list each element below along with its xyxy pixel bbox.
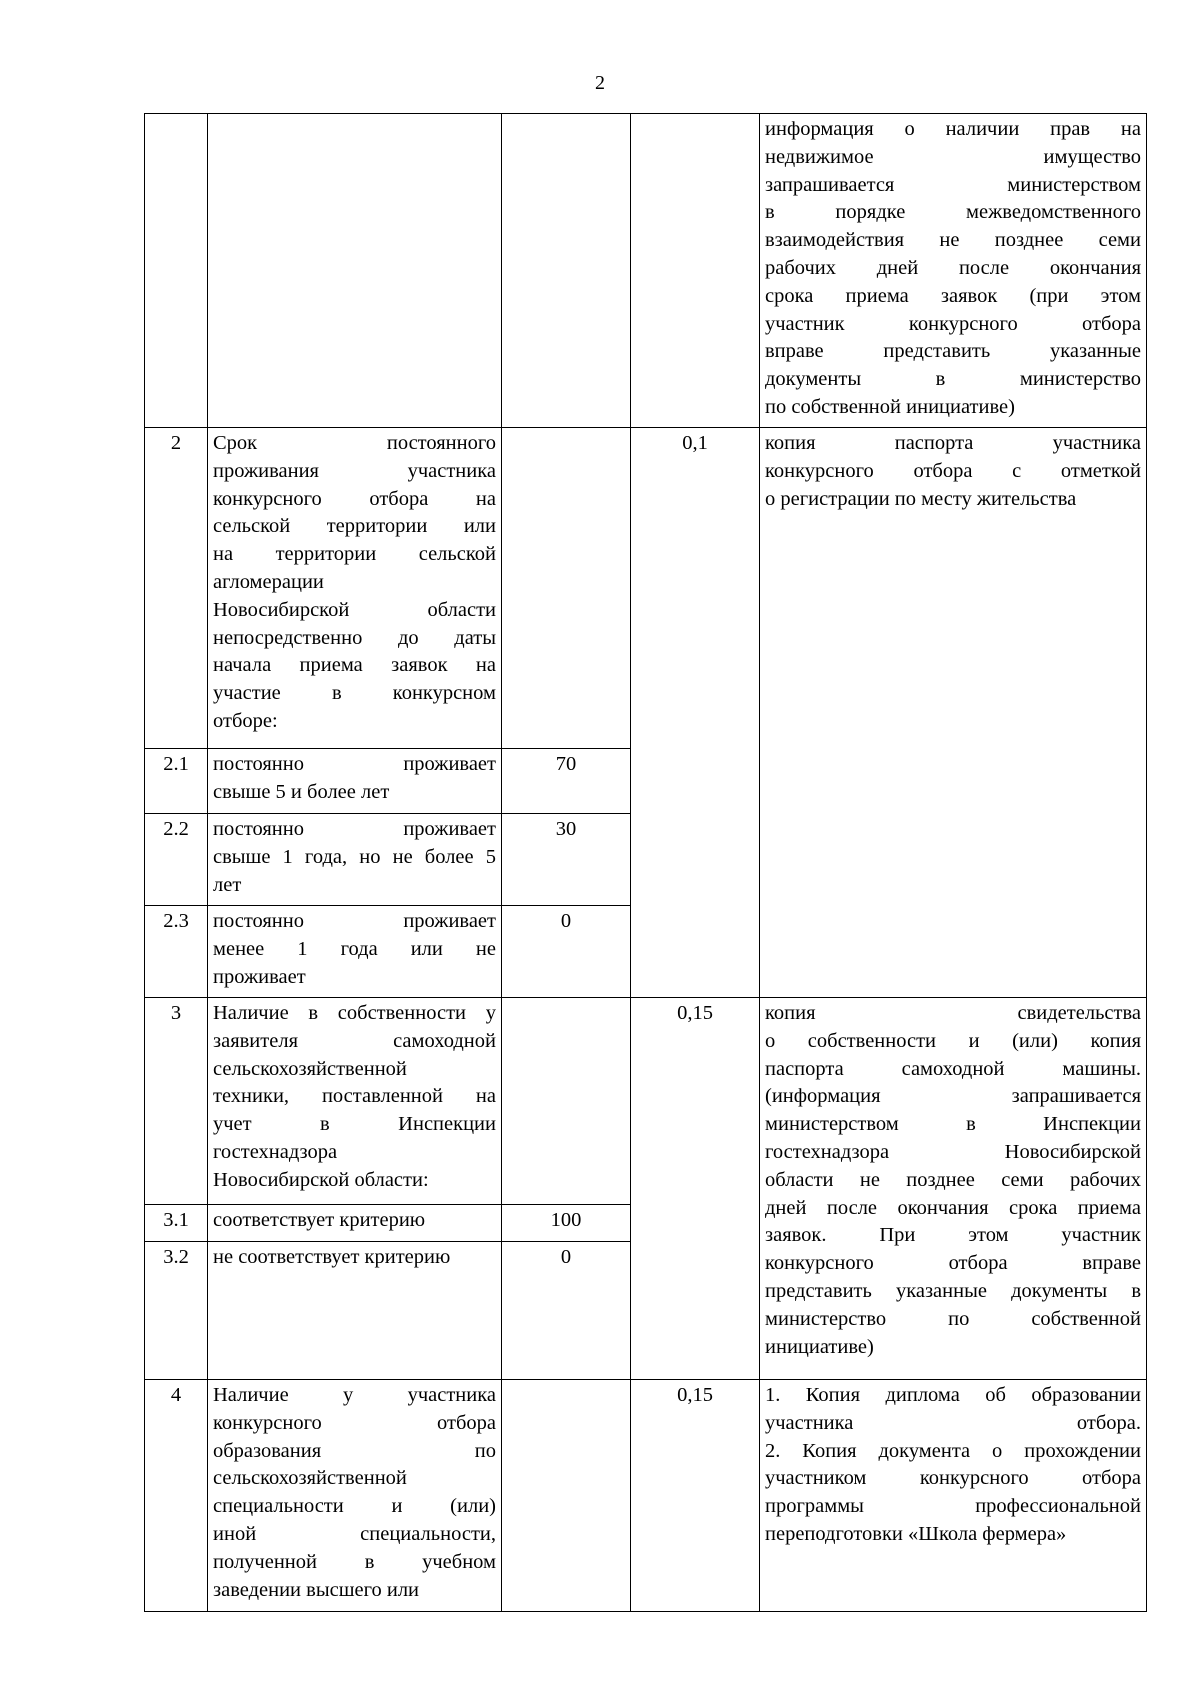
documents-cell-line: заявок. При этом участник	[765, 1224, 1141, 1247]
criterion-cell-line: конкурсного отбора	[213, 1411, 496, 1434]
sub-criterion-cell-line: лет	[213, 873, 242, 896]
weight-cell: 0,1	[631, 428, 760, 998]
row-number: 4	[145, 1380, 208, 1612]
documents-cell-line: участником конкурсного отбора	[765, 1467, 1141, 1490]
row-number	[145, 114, 208, 428]
criterion-cell-line: заведении высшего или	[213, 1578, 420, 1601]
sub-criterion-cell	[208, 906, 502, 998]
criterion-cell-line: учет в Инспекции	[213, 1113, 496, 1136]
criterion-cell-line: полученной в учебном	[213, 1550, 496, 1573]
sub-criterion-cell	[208, 814, 502, 906]
sub-criterion-cell-line: менее 1 года или не	[213, 937, 496, 960]
sub-criterion-cell-line: проживает	[213, 965, 306, 988]
criterion-cell-line: Срок постоянного	[213, 432, 496, 454]
weight-cell: 0,15	[631, 1380, 760, 1612]
documents-cell-line: копия паспорта участника	[765, 432, 1141, 454]
criterion-cell-line: агломерации	[213, 570, 324, 593]
documents-cell-line: конкурсного отбора вправе	[765, 1252, 1141, 1275]
sub-criterion-cell-line: постоянно проживает	[213, 753, 496, 775]
sub-row-number: 2.3	[145, 906, 208, 998]
table-row	[145, 1380, 1147, 1612]
criterion-cell-line: отборе:	[213, 709, 278, 732]
criterion-cell-line: техники, поставленной на	[213, 1085, 496, 1108]
sub-points-cell: 0	[502, 906, 631, 998]
documents-cell-line: 2. Копия документа о прохождении	[765, 1439, 1141, 1462]
criterion-cell-line: участие в конкурсном	[213, 682, 496, 705]
table-row	[145, 998, 1147, 1205]
points-cell	[502, 114, 631, 428]
criterion-cell-line: иной специальности,	[213, 1522, 496, 1545]
criterion-cell-line: Наличие в собственности у	[213, 1002, 496, 1024]
documents-cell-line: программы профессиональной	[765, 1495, 1141, 1518]
documents-cell-line: дней после окончания срока приема	[765, 1196, 1141, 1219]
criterion-cell-line: непосредственно до даты	[213, 626, 496, 649]
documents-cell	[760, 1380, 1147, 1612]
criterion-cell-line: специальности и (или)	[213, 1495, 496, 1518]
documents-cell-line: конкурсного отбора с отметкой	[765, 459, 1141, 482]
criterion-cell-line: сельскохозяйственной	[213, 1467, 407, 1490]
documents-cell-line: переподготовки «Школа фермера»	[765, 1522, 1067, 1545]
points-cell	[502, 1380, 631, 1612]
criterion-cell-line: Новосибирской области	[213, 598, 496, 621]
documents-cell-line: о регистрации по месту жительства	[765, 487, 1077, 510]
sub-criterion-cell-line: постоянно проживает	[213, 910, 496, 932]
weight-cell: 0,15	[631, 998, 760, 1380]
documents-cell-line: в порядке межведомственного	[765, 201, 1141, 224]
sub-row-number: 3.2	[145, 1242, 208, 1380]
criterion-cell-line: сельской территории или	[213, 515, 496, 538]
sub-points-cell: 70	[502, 749, 631, 814]
table-row	[145, 114, 1147, 428]
documents-cell-line: взаимодействия не позднее семи	[765, 229, 1141, 252]
documents-cell-line: срока приема заявок (при этом	[765, 284, 1141, 307]
documents-cell-line: по собственной инициативе)	[765, 395, 1015, 418]
sub-criterion-cell	[208, 1242, 502, 1380]
sub-criterion-cell-line: соответствует критерию	[213, 1209, 426, 1231]
documents-cell-line: вправе представить указанные	[765, 340, 1141, 363]
points-cell	[502, 998, 631, 1205]
criterion-cell	[208, 114, 502, 428]
documents-cell-line: министерство по собственной	[765, 1307, 1141, 1330]
row-number: 3	[145, 998, 208, 1205]
sub-row-number: 2.2	[145, 814, 208, 906]
criterion-cell	[208, 428, 502, 749]
documents-cell-line: участника отбора.	[765, 1411, 1141, 1434]
sub-criterion-cell	[208, 1205, 502, 1242]
documents-cell-line: запрашивается министерством	[765, 173, 1141, 196]
row-number: 2	[145, 428, 208, 749]
sub-criterion-cell-line: свыше 1 года, но не более 5	[213, 845, 496, 868]
documents-cell-line: представить указанные документы в	[765, 1279, 1141, 1302]
sub-criterion-cell-line: постоянно проживает	[213, 818, 496, 840]
criterion-cell-line: Наличие у участника	[213, 1384, 496, 1406]
documents-cell-line: гостехнадзора Новосибирской	[765, 1140, 1141, 1163]
sub-points-cell: 100	[502, 1205, 631, 1242]
sub-criterion-cell-line: свыше 5 и более лет	[213, 780, 390, 803]
documents-cell-line: о собственности и (или) копия	[765, 1029, 1141, 1052]
sub-criterion-cell-line: не соответствует критерию	[213, 1246, 451, 1268]
documents-cell-line: паспорта самоходной машины.	[765, 1057, 1141, 1080]
sub-criterion-cell	[208, 749, 502, 814]
sub-row-number: 2.1	[145, 749, 208, 814]
documents-cell-line: копия свидетельства	[765, 1002, 1141, 1024]
documents-cell	[760, 428, 1147, 998]
documents-cell-line: 1. Копия диплома об образовании	[765, 1384, 1141, 1406]
sub-points-cell: 0	[502, 1242, 631, 1380]
criterion-cell	[208, 1380, 502, 1612]
weight-cell	[631, 114, 760, 428]
criterion-cell-line: заявителя самоходной	[213, 1029, 496, 1052]
documents-cell-line: информация о наличии прав на	[765, 118, 1141, 140]
criterion-cell-line: начала приема заявок на	[213, 654, 496, 677]
documents-cell-line: участник конкурсного отбора	[765, 312, 1141, 335]
criterion-cell-line: конкурсного отбора на	[213, 487, 496, 510]
criterion-cell-line: сельскохозяйственной	[213, 1057, 407, 1080]
points-cell	[502, 428, 631, 749]
documents-cell-line: документы в министерство	[765, 368, 1141, 391]
documents-cell-line: министерством в Инспекции	[765, 1113, 1141, 1136]
criterion-cell	[208, 998, 502, 1205]
documents-cell-line: недвижимое имущество	[765, 145, 1141, 168]
sub-points-cell: 30	[502, 814, 631, 906]
criteria-table	[144, 113, 1147, 1612]
criterion-cell-line: на территории сельской	[213, 543, 496, 566]
table-row	[145, 428, 1147, 749]
page-number: 2	[595, 72, 605, 94]
documents-cell-line: области не позднее семи рабочих	[765, 1168, 1141, 1191]
sub-row-number: 3.1	[145, 1205, 208, 1242]
documents-cell-line: инициативе)	[765, 1335, 874, 1358]
documents-cell-line: (информация запрашивается	[765, 1085, 1141, 1108]
criterion-cell-line: образования по	[213, 1439, 496, 1462]
documents-cell	[760, 998, 1147, 1380]
criterion-cell-line: Новосибирской области:	[213, 1168, 429, 1191]
documents-cell	[760, 114, 1147, 428]
criterion-cell-line: гостехнадзора	[213, 1140, 338, 1163]
criterion-cell-line: проживания участника	[213, 459, 496, 482]
documents-cell-line: рабочих дней после окончания	[765, 256, 1141, 279]
